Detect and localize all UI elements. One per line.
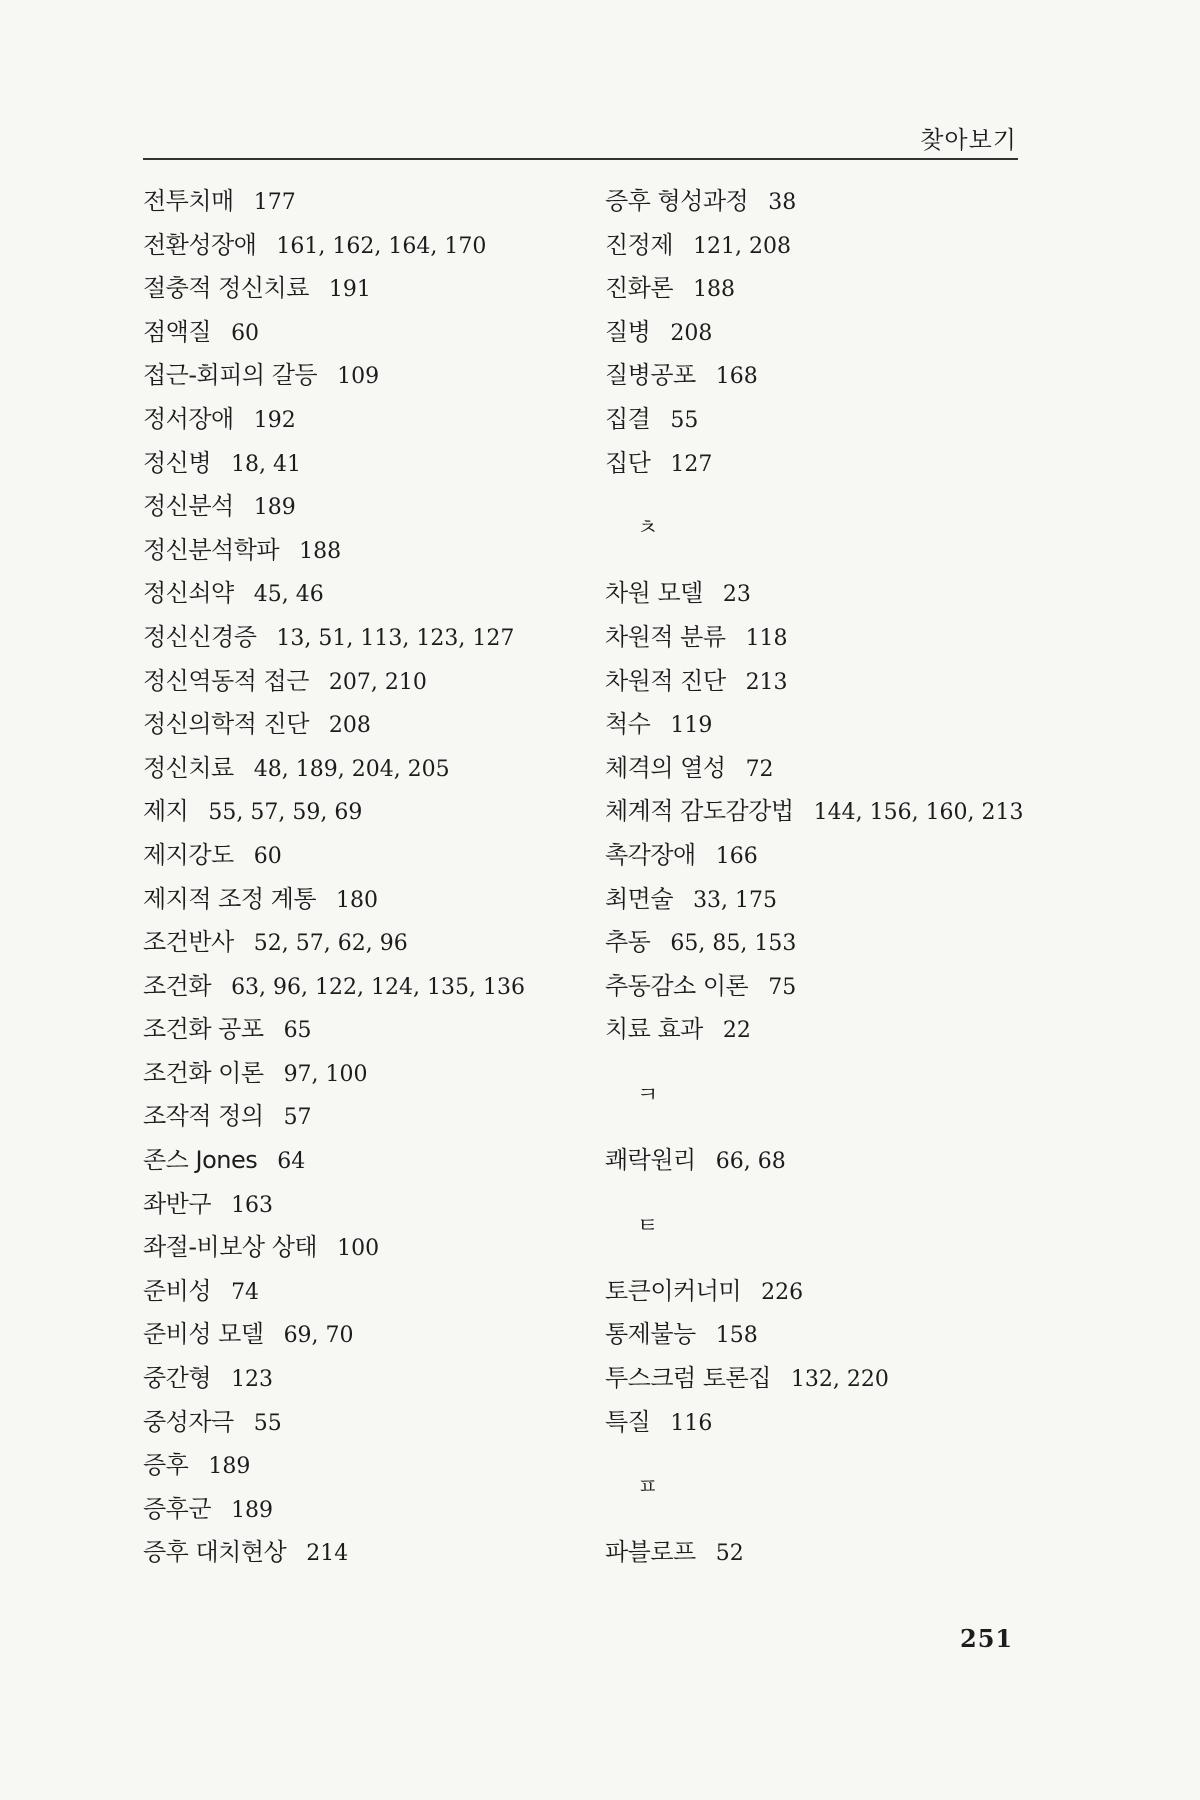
header-rule [143, 158, 1018, 160]
index-term: 집결 [605, 404, 651, 433]
index-term: 파블로프 [605, 1538, 696, 1567]
index-entry [143, 572, 525, 616]
index-term: 쾌락원리 [605, 1146, 696, 1175]
section-letter: ㅋ [637, 1082, 659, 1108]
index-pages: 163 [231, 1192, 274, 1218]
index-entry [143, 1052, 525, 1096]
index-term: 존스 Jones [143, 1146, 258, 1175]
index-pages: 132, 220 [790, 1367, 889, 1393]
index-term: 중간형 [143, 1364, 212, 1393]
index-pages: 168 [715, 364, 758, 390]
index-term: 준비성 [143, 1276, 212, 1305]
index-term: 치료 효과 [605, 1015, 703, 1044]
index-entry [143, 834, 525, 878]
index-term: 준비성 모델 [143, 1320, 264, 1349]
index-pages: 60 [253, 843, 282, 869]
index-entry [143, 878, 525, 922]
index-term: 투스크럼 토론집 [605, 1364, 771, 1393]
index-term: 정신신경증 [143, 622, 257, 651]
index-term: 접근-회피의 갈등 [143, 361, 318, 390]
index-term: 촉각장애 [605, 840, 696, 869]
index-pages: 118 [745, 625, 788, 651]
index-entry [605, 1401, 1024, 1445]
index-pages: 180 [336, 887, 379, 913]
index-entry [605, 572, 1024, 616]
index-term: 좌절-비보상 상태 [143, 1233, 318, 1262]
index-entry [605, 747, 1024, 791]
index-entry [143, 180, 525, 224]
index-pages: 116 [670, 1410, 713, 1436]
index-term: 체격의 열성 [605, 753, 726, 782]
index-pages: 52, 57, 62, 96 [253, 931, 408, 957]
index-term: 질병공포 [605, 361, 696, 390]
index-pages: 18, 41 [231, 451, 302, 477]
index-term: 특질 [605, 1407, 651, 1436]
index-pages: 23 [722, 582, 751, 608]
index-term: 조건화 [143, 971, 212, 1000]
index-pages: 127 [670, 451, 713, 477]
index-pages: 158 [715, 1323, 758, 1349]
index-pages: 144, 156, 160, 213 [813, 800, 1024, 826]
index-entry [143, 1095, 525, 1139]
index-entry [605, 267, 1024, 311]
index-entry [605, 1531, 1024, 1575]
index-term: 정서장애 [143, 404, 234, 433]
index-term: 집단 [605, 448, 651, 477]
index-pages: 55, 57, 59, 69 [208, 800, 363, 826]
index-pages: 189 [231, 1497, 274, 1523]
index-pages: 97, 100 [283, 1061, 368, 1087]
index-pages: 213 [745, 669, 788, 695]
index-term: 좌반구 [143, 1189, 212, 1218]
index-entry [605, 1270, 1024, 1314]
index-term: 증후군 [143, 1494, 212, 1523]
index-term: 점액질 [143, 317, 212, 346]
index-pages: 161, 162, 164, 170 [276, 233, 487, 259]
index-pages: 226 [761, 1279, 804, 1305]
index-entry [143, 354, 525, 398]
index-term: 진정제 [605, 230, 674, 259]
index-entry [143, 1270, 525, 1314]
index-pages: 63, 96, 122, 124, 135, 136 [231, 974, 525, 1000]
index-entry [143, 1183, 525, 1227]
section-letter: ㅌ [637, 1213, 659, 1239]
index-entry [605, 398, 1024, 442]
index-entry [605, 442, 1024, 486]
index-term: 조작적 정의 [143, 1102, 264, 1131]
index-entry [143, 398, 525, 442]
index-pages: 55 [253, 1410, 282, 1436]
index-term: 전투치매 [143, 187, 234, 215]
index-pages: 208 [670, 320, 713, 346]
index-term: 중성자극 [143, 1407, 234, 1436]
index-pages: 214 [306, 1541, 349, 1567]
index-pages: 119 [670, 713, 713, 739]
index-entry [605, 180, 1024, 224]
index-pages: 191 [328, 277, 371, 303]
index-pages: 75 [768, 974, 797, 1000]
index-pages: 189 [253, 495, 296, 521]
index-entry [143, 442, 525, 486]
index-entry [143, 1401, 525, 1445]
index-pages: 192 [253, 407, 296, 433]
index-pages: 52 [715, 1541, 744, 1567]
index-entry [143, 485, 525, 529]
index-pages: 65, 85, 153 [670, 931, 797, 957]
index-pages: 207, 210 [328, 669, 427, 695]
index-term: 토큰이커너미 [605, 1276, 742, 1305]
running-header: 찾아보기 [920, 126, 1017, 154]
index-term: 조건화 공포 [143, 1015, 264, 1044]
index-entry [143, 660, 525, 704]
index-entry [143, 267, 525, 311]
index-entry [143, 311, 525, 355]
index-term: 진화론 [605, 274, 674, 303]
index-entry [143, 224, 525, 268]
index-term: 척수 [605, 710, 651, 739]
index-term: 정신병 [143, 448, 212, 477]
index-term: 통제불능 [605, 1320, 696, 1349]
index-entry [605, 1008, 1024, 1052]
index-entry [143, 529, 525, 573]
index-pages: 189 [208, 1454, 251, 1480]
index-entry [143, 1531, 525, 1575]
index-term: 조건반사 [143, 928, 234, 957]
index-entry [605, 1139, 1024, 1183]
index-pages: 121, 208 [693, 233, 792, 259]
index-term: 추동 [605, 928, 651, 957]
index-term: 제지 [143, 797, 189, 826]
index-pages: 72 [745, 756, 774, 782]
index-pages: 177 [253, 190, 296, 215]
index-term: 증후 형성과정 [605, 187, 749, 215]
index-entry [605, 224, 1024, 268]
index-entry [143, 1357, 525, 1401]
index-term: 조건화 이론 [143, 1058, 264, 1087]
index-pages: 188 [693, 277, 736, 303]
index-entry [143, 1313, 525, 1357]
index-entry [605, 311, 1024, 355]
index-entry [143, 1488, 525, 1532]
index-entry [143, 616, 525, 660]
index-entry [605, 921, 1024, 965]
index-term: 제지적 조정 계통 [143, 884, 317, 913]
index-pages: 66, 68 [715, 1149, 786, 1175]
index-term: 정신분석학파 [143, 535, 280, 564]
index-pages: 60 [231, 320, 260, 346]
index-entry [143, 1226, 525, 1270]
index-term: 차원 모델 [605, 579, 703, 608]
index-term: 추동감소 이론 [605, 971, 749, 1000]
index-term: 증후 대치현상 [143, 1538, 287, 1567]
index-entry [605, 703, 1024, 747]
index-term: 정신역동적 접근 [143, 666, 309, 695]
index-pages: 38 [768, 190, 797, 215]
index-entry [605, 878, 1024, 922]
index-term: 정신쇠약 [143, 579, 234, 608]
index-entry [605, 965, 1024, 1009]
index-term: 정신분석 [143, 492, 234, 521]
index-pages: 166 [715, 843, 758, 869]
section-letter: ㅍ [637, 1475, 659, 1501]
index-term: 전환성장애 [143, 230, 257, 259]
index-entry [605, 790, 1024, 834]
index-entry [143, 747, 525, 791]
index-pages: 100 [337, 1236, 380, 1262]
index-term: 정신치료 [143, 753, 234, 782]
section-letter: ㅊ [637, 516, 659, 542]
index-term: 제지강도 [143, 840, 234, 869]
index-entry [605, 1357, 1024, 1401]
index-column-left [143, 180, 525, 1575]
index-entry [143, 1444, 525, 1488]
index-pages: 109 [337, 364, 380, 390]
index-column-right [605, 180, 1024, 1575]
index-term: 증후 [143, 1451, 189, 1480]
index-entry [605, 660, 1024, 704]
index-pages: 48, 189, 204, 205 [253, 756, 450, 782]
index-term: 절충적 정신치료 [143, 274, 309, 303]
index-pages: 65 [283, 1018, 312, 1044]
index-term: 차원적 진단 [605, 666, 726, 695]
index-pages: 13, 51, 113, 123, 127 [276, 625, 515, 651]
index-entry [143, 965, 525, 1009]
index-term: 체계적 감도감강법 [605, 797, 794, 826]
index-pages: 22 [722, 1018, 751, 1044]
index-pages: 33, 175 [693, 887, 778, 913]
index-pages: 188 [299, 538, 342, 564]
index-entry [143, 703, 525, 747]
index-entry [605, 616, 1024, 660]
index-pages: 123 [231, 1367, 274, 1393]
page-number: 251 [960, 1624, 1014, 1653]
index-entry [605, 1313, 1024, 1357]
index-entry [605, 354, 1024, 398]
index-pages: 55 [670, 407, 699, 433]
index-pages: 208 [328, 713, 371, 739]
index-entry [143, 1008, 525, 1052]
index-term: 차원적 분류 [605, 622, 726, 651]
index-term: 질병 [605, 317, 651, 346]
index-entry [605, 834, 1024, 878]
index-term: 최면술 [605, 884, 674, 913]
index-entry [143, 1139, 525, 1183]
index-pages: 74 [231, 1279, 260, 1305]
index-pages: 57 [283, 1105, 312, 1131]
index-pages: 45, 46 [253, 582, 324, 608]
index-pages: 69, 70 [283, 1323, 354, 1349]
index-entry [143, 921, 525, 965]
index-entry [143, 790, 525, 834]
index-pages: 64 [277, 1149, 306, 1175]
index-term: 정신의학적 진단 [143, 710, 309, 739]
